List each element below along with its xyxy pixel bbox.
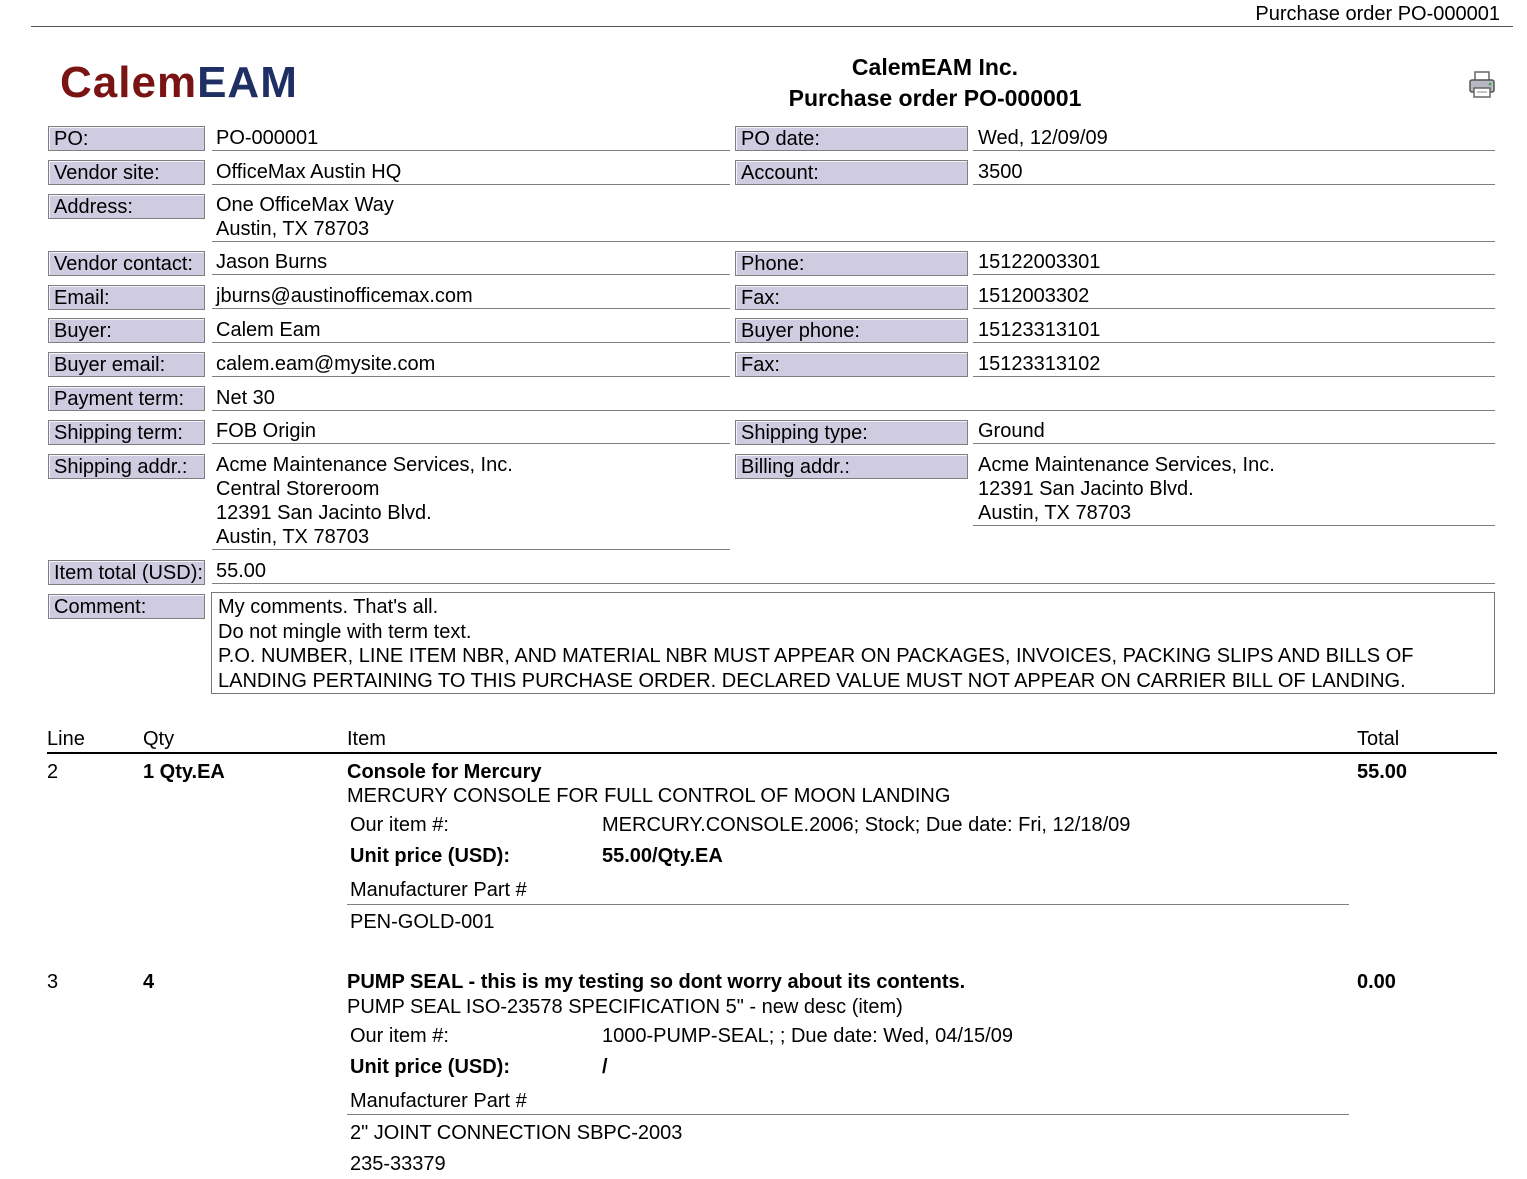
account-value: 3500 [973, 160, 1495, 185]
po-label: PO: [48, 126, 205, 151]
shipping-addr-line: Austin, TX 78703 [216, 526, 370, 548]
row-qty: 4 [143, 971, 155, 993]
payment-term-label: Payment term: [48, 386, 205, 411]
fax-value: 1512003302 [973, 284, 1495, 309]
billing-addr-value [973, 453, 1495, 526]
address-line: Austin, TX 78703 [216, 218, 370, 240]
manufacturer-part-value: 2" JOINT CONNECTION SBPC-2003 [350, 1122, 683, 1144]
manufacturer-part-label: Manufacturer Part # [350, 879, 527, 901]
unit-price-value: / [602, 1056, 608, 1078]
buyer-fax-value: 15123313102 [973, 352, 1495, 377]
buyer-email-label: Buyer email: [48, 352, 205, 377]
fax-label: Fax: [735, 285, 968, 310]
shipping-type-value: Ground [973, 419, 1495, 444]
buyer-phone-value: 15123313101 [973, 318, 1495, 343]
column-header-qty: Qty [143, 728, 175, 750]
comment-box [211, 592, 1495, 694]
shipping-addr-line: 12391 San Jacinto Blvd. [216, 502, 432, 524]
buyer-value: Calem Eam [212, 318, 730, 343]
shipping-addr-line: Acme Maintenance Services, Inc. [216, 454, 513, 476]
company-name: CalemEAM Inc. [851, 54, 1019, 80]
phone-value: 15122003301 [973, 250, 1495, 275]
address-label: Address: [48, 194, 205, 219]
row-qty: 1 Qty.EA [143, 761, 225, 783]
table-header-divider [47, 752, 1497, 754]
unit-price-label: Unit price (USD): [350, 845, 510, 867]
email-label: Email: [48, 285, 205, 310]
email-value: jburns@austinofficemax.com [212, 284, 730, 309]
phone-label: Phone: [735, 251, 968, 276]
shipping-addr-line: Central Storeroom [216, 478, 380, 500]
manufacturer-part-label: Manufacturer Part # [350, 1090, 527, 1112]
column-header-line: Line [47, 728, 85, 750]
shipping-term-value: FOB Origin [212, 419, 730, 444]
comment-line: Do not mingle with term text. [218, 620, 472, 643]
billing-addr-line: Acme Maintenance Services, Inc. [978, 454, 1275, 476]
printer-icon[interactable] [1468, 70, 1496, 100]
our-item-label: Our item #: [350, 814, 449, 836]
vendor-site-label: Vendor site: [48, 160, 205, 185]
po-date-value: Wed, 12/09/09 [973, 126, 1495, 151]
shipping-term-label: Shipping term: [48, 420, 205, 445]
row-total: 0.00 [1357, 971, 1396, 993]
shipping-addr-value [212, 453, 730, 550]
row-item-name: Console for Mercury [347, 761, 542, 783]
row-line-number: 2 [47, 761, 59, 783]
row-item-description: PUMP SEAL ISO-23578 SPECIFICATION 5" - new desc (item) [347, 996, 903, 1018]
comment-line: LANDING PERTAINING TO THIS PURCHASE ORDER. DECLARED VALUE MUST NOT APPEAR ON CARRIER BILL OF LANDING. [218, 669, 1406, 692]
calemeam-logo [60, 58, 298, 108]
our-item-label: Our item #: [350, 1025, 449, 1047]
item-total-label: Item total (USD): [48, 560, 205, 585]
comment-line: P.O. NUMBER, LINE ITEM NBR, AND MATERIAL NBR MUST APPEAR ON PACKAGES, INVOICES, PACKING SLIPS AND BILLS OF [218, 645, 1414, 667]
logo-text-eam: EAM [197, 58, 298, 107]
row-total: 55.00 [1357, 761, 1408, 783]
buyer-label: Buyer: [48, 318, 205, 343]
row-item-description: MERCURY CONSOLE FOR FULL CONTROL OF MOON LANDING [347, 785, 951, 807]
account-label: Account: [735, 160, 968, 185]
buyer-fax-label: Fax: [735, 352, 968, 377]
unit-price-label: Unit price (USD): [350, 1056, 510, 1078]
address-line: One OfficeMax Way [216, 194, 394, 216]
address-value [212, 193, 1495, 242]
unit-price-value: 55.00/Qty.EA [602, 845, 723, 867]
vendor-contact-label: Vendor contact: [48, 251, 205, 276]
column-header-total: Total [1357, 728, 1400, 750]
billing-addr-label: Billing addr.: [735, 454, 968, 479]
manufacturer-part-divider [347, 904, 1349, 905]
vendor-site-value: OfficeMax Austin HQ [212, 160, 730, 185]
billing-addr-line: Austin, TX 78703 [978, 502, 1132, 524]
comment-line: My comments. That's all. [218, 596, 439, 618]
buyer-email-value: calem.eam@mysite.com [212, 352, 730, 377]
our-item-value: MERCURY.CONSOLE.2006; Stock; Due date: Fri, 12/18/09 [602, 814, 1131, 836]
page-header-title: Purchase order PO-000001 [1255, 3, 1500, 25]
po-date-label: PO date: [735, 126, 968, 151]
row-item-name: PUMP SEAL - this is my testing so dont worry about its contents. [347, 971, 966, 993]
manufacturer-part-value: PEN-GOLD-001 [350, 911, 495, 933]
vendor-contact-value: Jason Burns [212, 250, 730, 275]
shipping-addr-label: Shipping addr.: [48, 454, 205, 479]
po-value: PO-000001 [212, 126, 730, 151]
column-header-item: Item [347, 728, 386, 750]
shipping-type-label: Shipping type: [735, 420, 968, 445]
document-title: Purchase order PO-000001 [788, 85, 1082, 111]
item-total-value: 55.00 [212, 559, 1495, 584]
logo-text-calem: Calem [60, 58, 198, 107]
our-item-value: 1000-PUMP-SEAL; ; Due date: Wed, 04/15/09 [602, 1025, 1013, 1047]
manufacturer-part-divider [347, 1114, 1349, 1115]
buyer-phone-label: Buyer phone: [735, 318, 968, 343]
billing-addr-line: 12391 San Jacinto Blvd. [978, 478, 1194, 500]
payment-term-value: Net 30 [212, 386, 1495, 411]
header-divider [31, 26, 1513, 27]
comment-label: Comment: [48, 594, 205, 619]
manufacturer-part-value: 235-33379 [350, 1153, 446, 1175]
row-line-number: 3 [47, 971, 59, 993]
